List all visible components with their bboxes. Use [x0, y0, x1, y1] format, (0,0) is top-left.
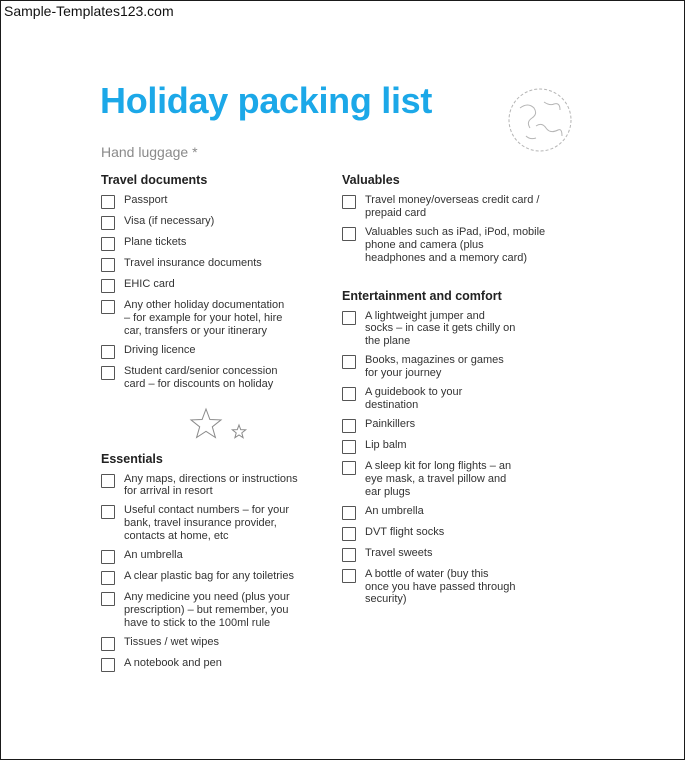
item-label: A bottle of water (buy this once you have passed through security): [365, 567, 516, 606]
list-item: [101, 570, 331, 585]
checkbox[interactable]: [101, 637, 115, 651]
item-label: Lip balm: [365, 438, 407, 451]
list-item: [101, 657, 331, 672]
checkbox[interactable]: [342, 311, 356, 325]
list-item: [101, 591, 331, 630]
checkbox[interactable]: [101, 237, 115, 251]
list-item: [101, 299, 331, 338]
item-label: Useful contact numbers – for your bank, travel insurance provider, contacts at home, etc: [124, 504, 290, 543]
globe-doodle-icon: [506, 86, 574, 154]
item-label: A sleep kit for long flights – an eye mask, a travel pillow and ear plugs: [365, 459, 512, 498]
list-item: [342, 418, 572, 433]
checkbox[interactable]: [342, 506, 356, 520]
travel-documents-list: [101, 194, 331, 391]
section-heading-travel-documents: Travel documents: [101, 173, 208, 187]
checkbox[interactable]: [342, 195, 356, 209]
item-label: Travel insurance documents: [124, 257, 262, 269]
list-item: [342, 460, 572, 499]
checkbox[interactable]: [101, 195, 115, 209]
list-item: [101, 194, 331, 209]
star-small-icon: [232, 425, 245, 438]
item-label: Travel sweets: [365, 546, 433, 559]
list-item: [342, 310, 572, 349]
checkbox[interactable]: [101, 658, 115, 672]
item-label: Visa (if necessary): [124, 215, 215, 227]
list-item: [101, 636, 331, 651]
list-item: [101, 549, 331, 564]
checkbox[interactable]: [342, 387, 356, 401]
list-item: [101, 257, 331, 272]
item-label: Painkillers: [365, 417, 416, 430]
valuables-list: [342, 194, 572, 265]
checkbox[interactable]: [342, 355, 356, 369]
list-item: [101, 473, 331, 499]
page-subtitle: Hand luggage *: [101, 144, 198, 160]
list-item: [342, 526, 572, 541]
star-large-icon: [191, 409, 221, 438]
checkbox[interactable]: [101, 592, 115, 606]
list-item: [101, 365, 331, 391]
checkbox[interactable]: [342, 569, 356, 583]
checkbox[interactable]: [101, 216, 115, 230]
item-label: Valuables such as iPad, iPod, mobile phone and camera (plus headphones and a memory card): [365, 225, 546, 264]
page-title: Holiday packing list: [100, 80, 433, 121]
list-item: [342, 439, 572, 454]
item-label: Plane tickets: [124, 236, 187, 248]
list-item: [342, 194, 572, 220]
item-label: Driving licence: [124, 343, 196, 356]
section-heading-valuables: Valuables: [342, 173, 400, 187]
item-label: DVT flight socks: [365, 525, 445, 538]
item-label: A lightweight jumper and socks – in case it gets chilly on the plane: [365, 309, 516, 348]
list-item: [101, 236, 331, 251]
checkbox[interactable]: [101, 345, 115, 359]
item-label: Tissues / wet wipes: [124, 635, 219, 648]
checkbox[interactable]: [342, 548, 356, 562]
list-item: [342, 568, 572, 607]
checkbox[interactable]: [342, 227, 356, 241]
checkbox[interactable]: [101, 550, 115, 564]
list-item: [342, 226, 572, 265]
checkbox[interactable]: [101, 571, 115, 585]
item-label: Books, magazines or games for your journey: [365, 354, 504, 380]
list-item: [342, 354, 572, 380]
item-label: EHIC card: [124, 278, 175, 290]
checkbox[interactable]: [342, 419, 356, 433]
checkbox[interactable]: [101, 258, 115, 272]
checkbox[interactable]: [342, 527, 356, 541]
item-label: A guidebook to your destination: [365, 386, 463, 411]
checkbox[interactable]: [101, 505, 115, 519]
item-label: A clear plastic bag for any toiletries: [124, 570, 294, 583]
list-item: [101, 504, 331, 543]
section-heading-entertainment: Entertainment and comfort: [342, 288, 502, 303]
item-label: An umbrella: [124, 549, 183, 562]
item-label: A notebook and pen: [124, 656, 222, 669]
entertainment-list: [342, 310, 572, 607]
checkbox[interactable]: [101, 474, 115, 488]
checkbox[interactable]: [101, 366, 115, 380]
item-label: Travel money/overseas credit card / prepaid card: [365, 194, 540, 219]
site-watermark-label: Sample-Templates123.com: [4, 3, 174, 19]
list-item: [342, 547, 572, 562]
left-column: [101, 173, 331, 678]
list-item: [342, 505, 572, 520]
checkbox[interactable]: [342, 440, 356, 454]
item-label: Any maps, directions or instructions for arrival in resort: [124, 472, 298, 498]
list-item: [342, 386, 572, 412]
item-label: Student card/senior concession card – for discounts on holiday: [124, 364, 278, 390]
list-item: [101, 215, 331, 230]
right-column: [342, 173, 572, 612]
section-heading-essentials: Essentials: [101, 451, 163, 466]
checkbox[interactable]: [101, 279, 115, 293]
item-label: An umbrella: [365, 504, 424, 517]
item-label: Passport: [124, 194, 168, 206]
item-label: Any medicine you need (plus your prescription) – but remember, you have to stick to the 100ml rule: [124, 591, 290, 629]
stars-decoration: [101, 397, 331, 447]
checkbox[interactable]: [101, 300, 115, 314]
list-item: [101, 278, 331, 293]
list-item: [101, 344, 331, 359]
essentials-list: [101, 473, 331, 672]
checkbox[interactable]: [342, 461, 356, 475]
item-label: Any other holiday documentation – for example for your hotel, hire car, transfers or your itinerary: [124, 299, 285, 337]
